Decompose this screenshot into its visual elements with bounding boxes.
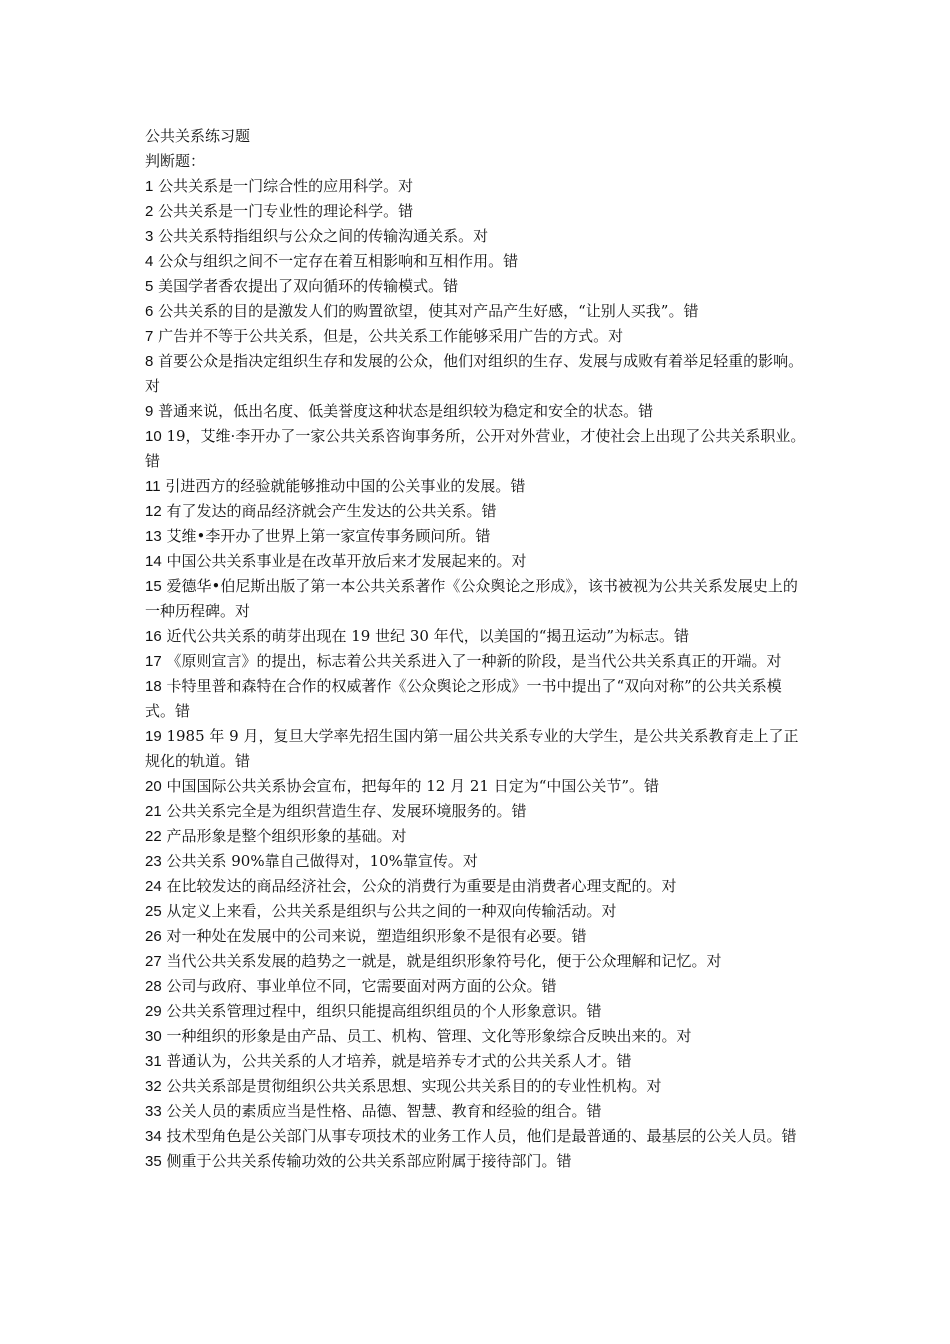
question-item	[145, 274, 811, 299]
question-item	[145, 1124, 811, 1149]
question-number: 18	[145, 678, 162, 695]
question-text: 公众与组织之间不一定存在着互相影响和互相作用。错	[158, 252, 519, 270]
question-text: 公司与政府、事业单位不同，它需要面对两方面的公众。错	[166, 977, 557, 995]
question-number: 31	[145, 1053, 162, 1070]
question-number: 12	[145, 503, 162, 520]
question-item	[145, 299, 811, 324]
question-number: 11	[145, 478, 161, 495]
document-title: 公共关系练习题	[145, 127, 251, 145]
question-number: 29	[145, 1003, 162, 1020]
question-item	[145, 649, 811, 674]
question-text: 卡特里普和森特在合作的权威著作《公众舆论之形成》一书中提出了“双向对称”的公共关系模式。错	[145, 677, 782, 720]
question-item	[145, 174, 811, 199]
question-text: 艾维•李开办了世界上第一家宣传事务顾问所。错	[166, 527, 491, 545]
question-item	[145, 524, 811, 549]
question-number: 3	[145, 228, 154, 245]
question-text: 公共关系特指组织与公众之间的传输沟通关系。对	[158, 227, 489, 245]
question-number: 19	[145, 728, 162, 745]
question-number: 9	[145, 403, 154, 420]
question-item	[145, 824, 811, 849]
question-item	[145, 799, 811, 824]
question-text: 公共关系部是贯彻组织公共关系思想、实现公共关系目的的专业性机构。对	[166, 1077, 662, 1095]
question-number: 1	[145, 178, 154, 195]
question-text: 首要公众是指决定组织生存和发展的公众，他们对组织的生存、发展与成败有着举足轻重的影响。对	[145, 352, 804, 395]
question-number: 16	[145, 628, 162, 645]
question-list	[145, 174, 811, 1174]
question-number: 4	[145, 253, 154, 270]
question-item	[145, 549, 811, 574]
question-text: 公关人员的素质应当是性格、品德、智慧、教育和经验的组合。错	[166, 1102, 602, 1120]
question-number: 32	[145, 1078, 162, 1095]
question-item	[145, 1024, 811, 1049]
question-item	[145, 674, 811, 724]
question-number: 21	[145, 803, 162, 820]
question-number: 35	[145, 1153, 162, 1170]
question-text: 公共关系是一门综合性的应用科学。对	[158, 177, 414, 195]
question-number: 28	[145, 978, 162, 995]
question-item	[145, 249, 811, 274]
question-text: 有了发达的商品经济就会产生发达的公共关系。错	[166, 502, 497, 520]
question-item	[145, 724, 811, 774]
question-number: 10	[145, 428, 162, 445]
question-text: 公共关系完全是为组织营造生存、发展环境服务的。错	[166, 802, 527, 820]
question-text: 公共关系的目的是激发人们的购置欲望，使其对产品产生好感，“让别人买我”。错	[158, 302, 699, 320]
question-number: 22	[145, 828, 162, 845]
question-text: 近代公共关系的萌芽出现在 19 世纪 30 年代，以美国的“揭丑运动”为标志。错	[166, 627, 690, 645]
question-text: 普通来说，低出名度、低美誉度这种状态是组织较为稳定和安全的状态。错	[158, 402, 654, 420]
question-item	[145, 999, 811, 1024]
question-item	[145, 624, 811, 649]
question-item	[145, 499, 811, 524]
question-text: 引进西方的经验就能够推动中国的公关事业的发展。错	[165, 477, 526, 495]
question-number: 27	[145, 953, 162, 970]
question-item	[145, 199, 811, 224]
question-number: 13	[145, 528, 162, 545]
question-text: 技术型角色是公关部门从事专项技术的业务工作人员，他们是最普通的、最基层的公关人员。错	[166, 1127, 797, 1145]
question-item	[145, 974, 811, 999]
question-text: 公共关系管理过程中，组织只能提高组织组员的个人形象意识。错	[166, 1002, 602, 1020]
question-text: 中国公共关系事业是在改革开放后来才发展起来的。对	[166, 552, 527, 570]
question-text: 在比较发达的商品经济社会，公众的消费行为重要是由消费者心理支配的。对	[166, 877, 677, 895]
question-item	[145, 849, 811, 874]
question-text: 1985 年 9 月，复旦大学率先招生国内第一届公共关系专业的大学生，是公共关系教育走上了正规化的轨道。错	[145, 727, 799, 770]
question-item	[145, 1099, 811, 1124]
question-text: 产品形象是整个组织形象的基础。对	[166, 827, 407, 845]
question-text: 从定义上来看，公共关系是组织与公共之间的一种双向传输活动。对	[166, 902, 617, 920]
question-number: 24	[145, 878, 162, 895]
question-number: 20	[145, 778, 162, 795]
question-text: 公共关系 90%靠自己做得对，10%靠宣传。对	[166, 852, 478, 870]
question-number: 15	[145, 578, 162, 595]
question-item	[145, 949, 811, 974]
question-number: 23	[145, 853, 162, 870]
question-item	[145, 924, 811, 949]
section-heading: 判断题：	[145, 152, 206, 170]
question-item	[145, 574, 811, 624]
question-item	[145, 774, 811, 799]
question-number: 7	[145, 328, 154, 345]
question-text: 对一种处在发展中的公司来说，塑造组织形象不是很有必要。错	[166, 927, 587, 945]
question-text: 一种组织的形象是由产品、员工、机构、管理、文化等形象综合反映出来的。对	[166, 1027, 692, 1045]
question-number: 8	[145, 353, 154, 370]
question-item	[145, 1049, 811, 1074]
question-item	[145, 399, 811, 424]
question-text: 《原则宣言》的提出，标志着公共关系进入了一种新的阶段，是当代公共关系真正的开端。对	[166, 652, 782, 670]
question-text: 爱德华•伯尼斯出版了第一本公共关系著作《公众舆论之形成》，该书被视为公共关系发展史上的一种历程碑。对	[145, 577, 798, 620]
question-item	[145, 899, 811, 924]
question-number: 34	[145, 1128, 162, 1145]
question-number: 30	[145, 1028, 162, 1045]
question-text: 普通认为，公共关系的人才培养，就是培养专才式的公共关系人才。错	[166, 1052, 632, 1070]
question-text: 美国学者香农提出了双向循环的传输模式。错	[158, 277, 459, 295]
question-number: 17	[145, 653, 162, 670]
question-item	[145, 349, 811, 399]
question-item	[145, 424, 811, 474]
question-item	[145, 1149, 811, 1174]
question-item	[145, 1074, 811, 1099]
question-number: 5	[145, 278, 154, 295]
question-text: 中国国际公共关系协会宣布，把每年的 12 月 21 日定为“中国公关节”。错	[166, 777, 660, 795]
question-text: 19，艾维·李开办了一家公共关系咨询事务所，公开对外营业，才使社会上出现了公共关系职业。错	[145, 427, 806, 470]
question-item	[145, 224, 811, 249]
question-number: 26	[145, 928, 162, 945]
document-body	[145, 124, 811, 1174]
question-text: 广告并不等于公共关系，但是，公共关系工作能够采用广告的方式。对	[158, 327, 624, 345]
question-number: 33	[145, 1103, 162, 1120]
question-number: 25	[145, 903, 162, 920]
question-item	[145, 474, 811, 499]
question-number: 14	[145, 553, 162, 570]
question-number: 2	[145, 203, 154, 220]
question-text: 侧重于公共关系传输功效的公共关系部应附属于接待部门。错	[166, 1152, 572, 1170]
question-text: 公共关系是一门专业性的理论科学。错	[158, 202, 414, 220]
question-number: 6	[145, 303, 154, 320]
question-item	[145, 324, 811, 349]
question-text: 当代公共关系发展的趋势之一就是，就是组织形象符号化，便于公众理解和记忆。对	[166, 952, 722, 970]
question-item	[145, 874, 811, 899]
